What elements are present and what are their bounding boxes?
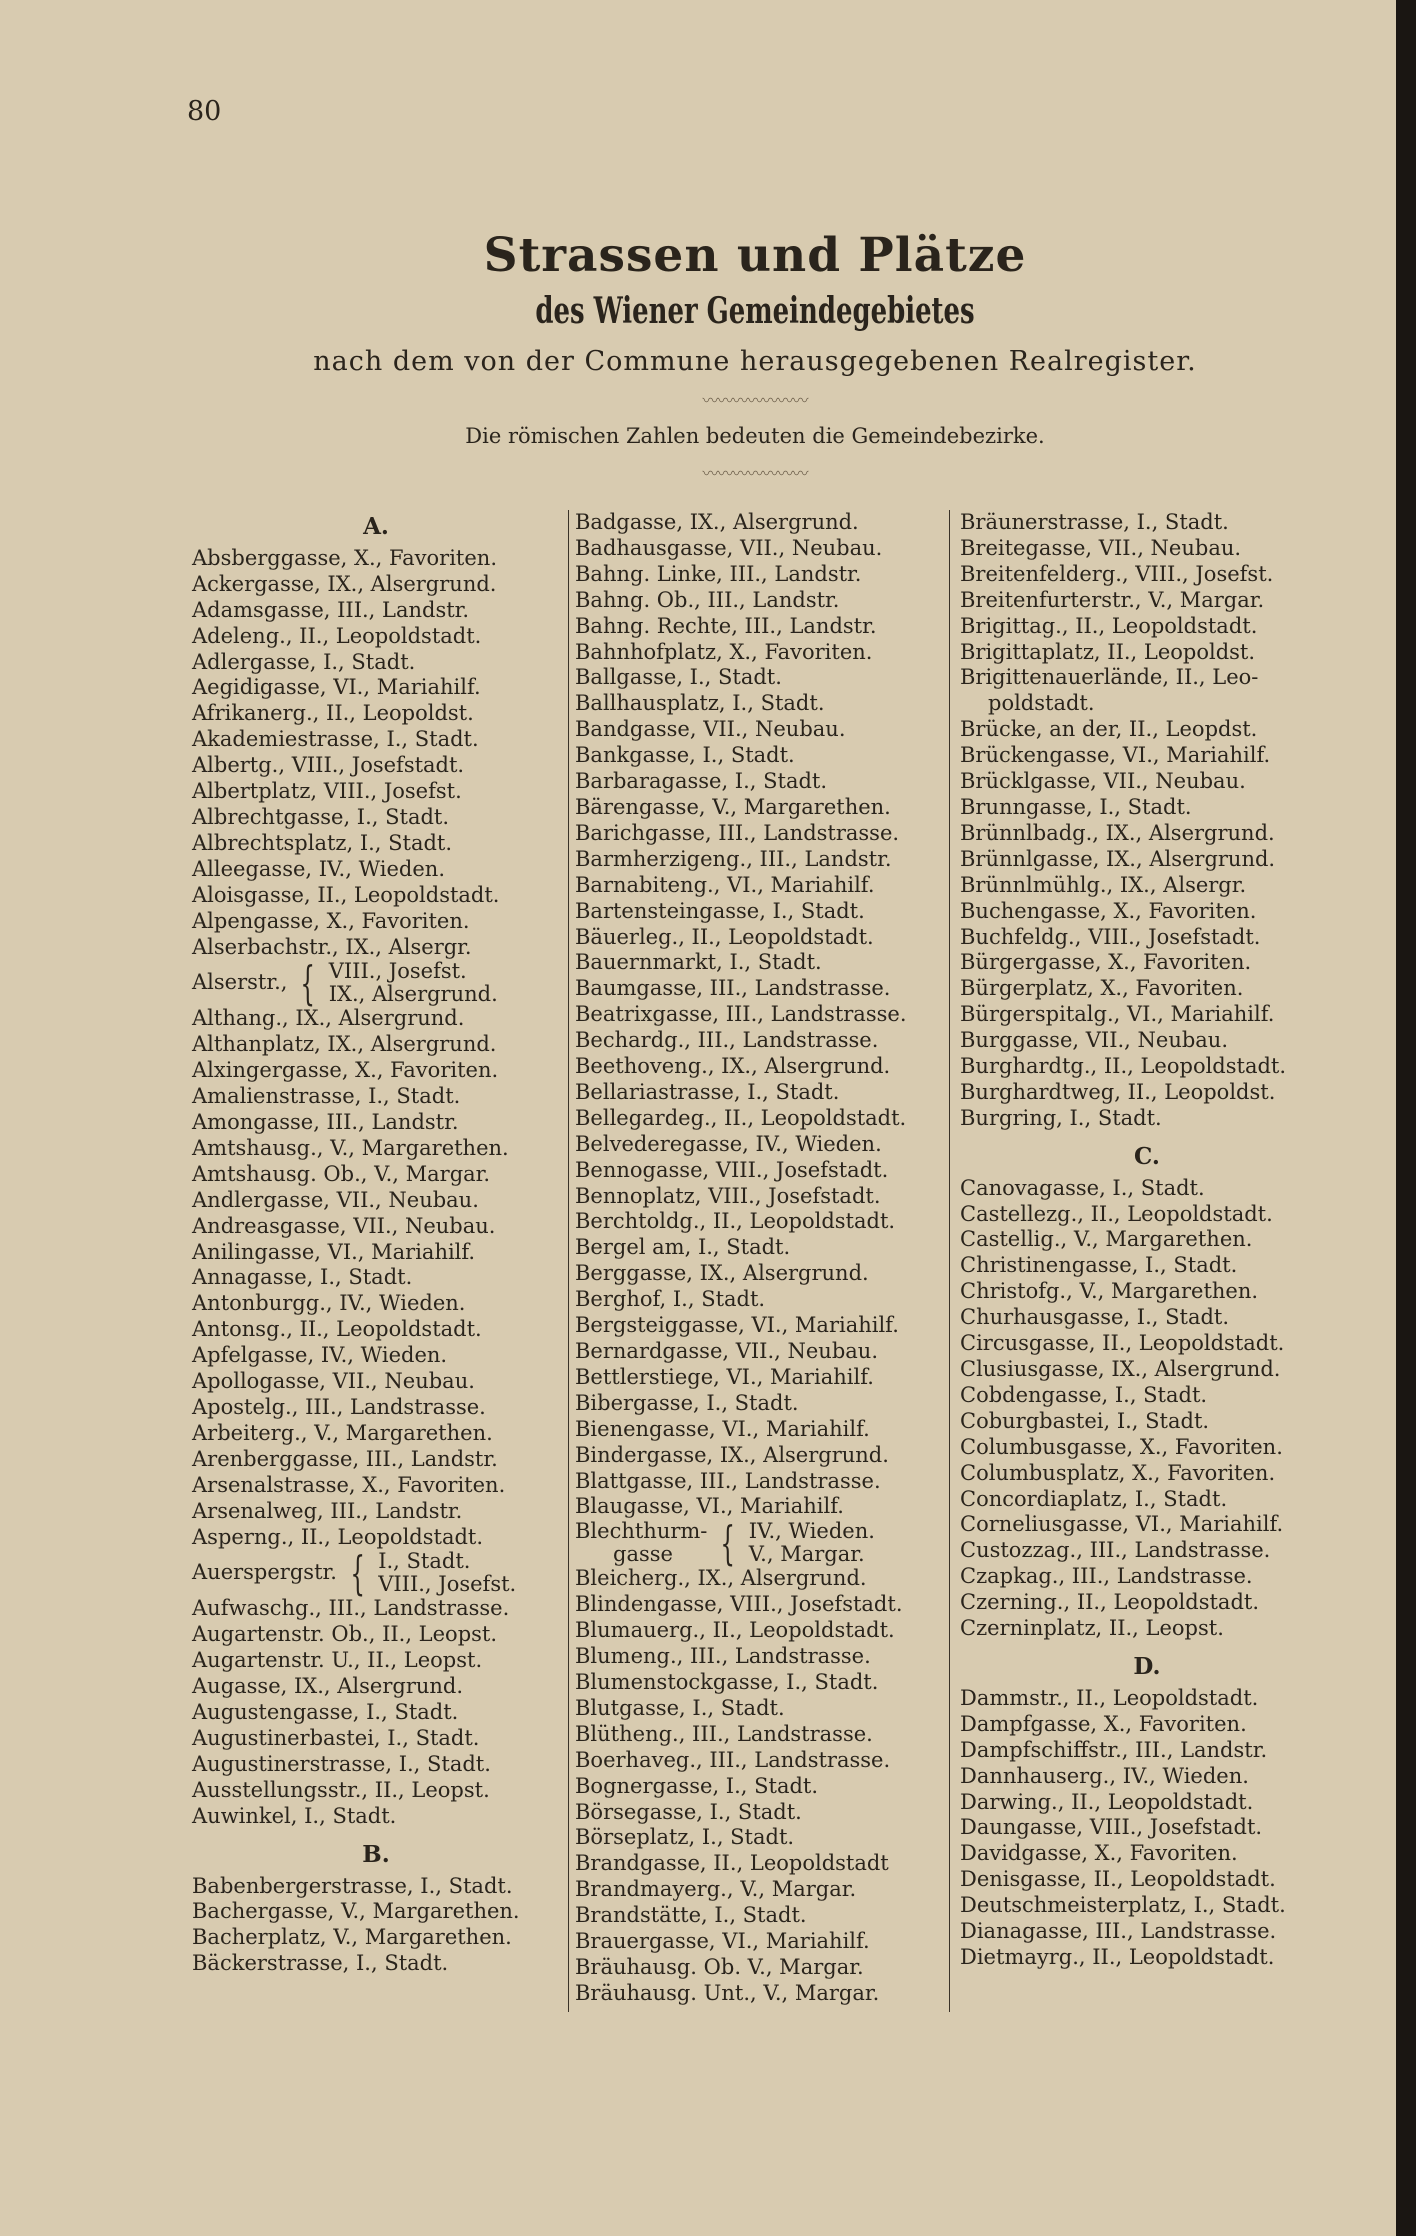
- page-title: Strassen und Plätze: [483, 228, 1027, 283]
- list-item-braced: Alserstr., { VIII., Josefst. IX., Alsergrund.: [192, 956, 498, 1011]
- list-item: Berggasse, IX., Alsergrund.: [575, 1261, 869, 1286]
- list-item: Berchtoldg., II., Leopoldstadt.: [575, 1209, 896, 1234]
- list-item-continuation: poldstadt.: [988, 691, 1095, 716]
- list-item: Deutschmeisterplatz, I., Stadt.: [960, 1893, 1286, 1918]
- list-item: Brückengasse, VI., Mariahilf.: [960, 743, 1271, 768]
- list-item: Bäuerleg., II., Leopoldstadt.: [575, 924, 874, 949]
- list-item: Bürgerplatz, X., Favoriten.: [960, 976, 1244, 1001]
- list-item-braced: Blechthurm- gasse { IV., Wieden. V., Margar.: [575, 1516, 875, 1571]
- column-divider-1: [568, 510, 569, 2012]
- list-item: Babenbergerstrasse, I., Stadt.: [192, 1873, 513, 1898]
- list-item: Aegidigasse, VI., Mariahilf.: [192, 675, 481, 700]
- list-item: Blattgasse, III., Landstrasse.: [575, 1468, 881, 1493]
- list-item: Bernardgasse, VII., Neubau.: [575, 1339, 878, 1363]
- list-item: Brünnlgasse, IX., Alsergrund.: [960, 846, 1276, 871]
- list-item: Blaugasse, VI., Mariahilf.: [575, 1494, 844, 1519]
- list-item: Czapkag., III., Landstrasse.: [960, 1564, 1253, 1589]
- list-item: Brünnlmühlg., IX., Alsergr.: [960, 872, 1247, 897]
- list-item: Andlergasse, VII., Neubau.: [192, 1187, 479, 1212]
- column-divider-2: [949, 510, 950, 2012]
- list-item: Bäckerstrasse, I., Stadt.: [192, 1951, 449, 1976]
- list-item-braced: Auerspergstr. { I., Stadt. VIII., Josefst.: [192, 1546, 517, 1601]
- section-letter-a: A.: [363, 513, 389, 540]
- list-item: Alpengasse, X., Favoriten.: [192, 908, 470, 933]
- list-item: Albrechtgasse, I., Stadt.: [192, 804, 450, 829]
- list-item: Augartenstr. Ob., II., Leopst.: [192, 1622, 498, 1647]
- list-item: Alserbachstr., IX., Alsergr.: [192, 934, 472, 959]
- list-item: Bognergasse, I., Stadt.: [575, 1773, 819, 1798]
- list-item: Denisgasse, II., Leopoldstadt.: [960, 1867, 1276, 1892]
- list-item: Ballgasse, I., Stadt.: [575, 665, 782, 690]
- list-item: Anilingasse, VI., Mariahilf.: [192, 1239, 476, 1264]
- list-item: Baumgasse, III., Landstrasse.: [575, 976, 891, 1001]
- list-item: Blumauerg., II., Leopoldstadt.: [575, 1618, 895, 1643]
- list-item: Blumeng., III., Landstrasse.: [575, 1644, 871, 1669]
- list-item: Albertplatz, VIII., Josefst.: [192, 779, 462, 804]
- list-item: Buchfeldg., VIII., Josefstadt.: [960, 924, 1261, 949]
- list-item: Apostelg., III., Landstrasse.: [192, 1395, 486, 1419]
- list-item: Barnabiteng., VI., Mariahilf.: [575, 872, 875, 897]
- list-item: Dannhauserg., IV., Wieden.: [960, 1763, 1249, 1788]
- list-item: Bürgergasse, X., Favoriten.: [960, 950, 1252, 975]
- list-item: Christofg., V., Margarethen.: [960, 1279, 1259, 1304]
- list-item: Augustinerstrasse, I., Stadt.: [192, 1751, 491, 1776]
- list-item: Concordiaplatz, I., Stadt.: [960, 1486, 1228, 1511]
- list-item: Circusgasse, II., Leopoldstadt.: [960, 1331, 1285, 1356]
- list-item: Coburgbastei, I., Stadt.: [960, 1408, 1210, 1433]
- list-item: Amtshausg. Ob., V., Margar.: [192, 1161, 491, 1186]
- list-item: Czerning., II., Leopoldstadt.: [960, 1590, 1260, 1615]
- list-item: Daungasse, VIII., Josefstadt.: [960, 1815, 1263, 1840]
- list-item: Bienengasse, VI., Mariahilf.: [575, 1416, 870, 1441]
- list-item: Barichgasse, III., Landstrasse.: [575, 820, 900, 845]
- list-item: Arenberggasse, III., Landstr.: [192, 1446, 498, 1471]
- list-item: Blumenstockgasse, I., Stadt.: [575, 1669, 879, 1694]
- list-item: Blindengasse, VIII., Josefstadt.: [575, 1592, 903, 1617]
- list-item: Castellezg., II., Leopoldstadt.: [960, 1201, 1273, 1226]
- list-item: Augasse, IX., Alsergrund.: [192, 1674, 464, 1699]
- list-item: Auwinkel, I., Stadt.: [192, 1803, 397, 1828]
- list-item: Brandstätte, I., Stadt.: [575, 1903, 807, 1928]
- list-item: Brigittaplatz, II., Leopoldst.: [960, 639, 1256, 664]
- list-item: Augustinerbastei, I., Stadt.: [192, 1725, 480, 1750]
- brace-glyph: {: [350, 1546, 365, 1601]
- list-item: Augustengasse, I., Stadt.: [192, 1700, 459, 1725]
- column-1: [192, 510, 560, 1977]
- list-item: Apfelgasse, IV., Wieden.: [192, 1343, 448, 1368]
- list-item: Berghof, I., Stadt.: [575, 1287, 766, 1312]
- list-item: Amalienstrasse, I., Stadt.: [192, 1084, 461, 1109]
- list-item: Bergel am, I., Stadt.: [575, 1235, 791, 1260]
- page-number: 80: [187, 96, 222, 127]
- list-item: Arsenalstrasse, X., Favoriten.: [192, 1472, 506, 1497]
- list-item: Aufwaschg., III., Landstrasse.: [192, 1596, 510, 1621]
- list-item: Belvederegasse, IV., Wieden.: [575, 1131, 882, 1156]
- list-item: Bräuhausg. Ob. V., Margar.: [575, 1954, 864, 1979]
- list-item: Burgring, I., Stadt.: [960, 1105, 1162, 1130]
- list-item: Antonburgg., IV., Wieden.: [192, 1291, 466, 1316]
- list-item: Börseplatz, I., Stadt.: [575, 1825, 795, 1850]
- section-letter-b: B.: [362, 1840, 390, 1868]
- list-item: Bahnhofplatz, X., Favoriten.: [575, 639, 873, 664]
- list-item: Bankgasse, I., Stadt.: [575, 743, 795, 768]
- roman-numeral-note: Die römischen Zahlen bedeuten die Gemeindebezirke.: [465, 424, 1045, 448]
- list-item: Brauergasse, VI., Mariahilf.: [575, 1929, 870, 1954]
- list-item: Brandgasse, II., Leopoldstadt: [575, 1851, 889, 1876]
- list-item: Bahng. Ob., III., Landstr.: [575, 587, 840, 612]
- list-item: Bahng. Linke, III., Landstr.: [575, 561, 862, 586]
- list-item: Bellegardeg., II., Leopoldstadt.: [575, 1105, 907, 1130]
- list-item: Alxingergasse, X., Favoriten.: [192, 1058, 499, 1083]
- list-item: Asperng., II., Leopoldstadt.: [192, 1524, 484, 1549]
- list-item: Aloisgasse, II., Leopoldstadt.: [192, 882, 500, 907]
- list-item: Boerhaveg., III., Landstrasse.: [575, 1747, 891, 1772]
- list-item: Cobdengasse, I., Stadt.: [960, 1382, 1208, 1407]
- list-item: Bahng. Rechte, III., Landstr.: [575, 613, 877, 638]
- list-item: Annagasse, I., Stadt.: [192, 1265, 413, 1290]
- list-item: Brücke, an der, II., Leopdst.: [960, 717, 1258, 742]
- list-item: Bräuhausg. Unt., V., Margar.: [575, 1980, 880, 2005]
- list-item: Burggasse, VII., Neubau.: [960, 1028, 1229, 1053]
- ornament-divider-bottom: 〰〰〰〰〰〰〰: [702, 464, 808, 483]
- list-item: Amtshausg., V., Margarethen.: [192, 1135, 509, 1160]
- list-item: Albertg., VIII., Josefstadt.: [192, 753, 465, 778]
- list-item: Churhausgasse, I., Stadt.: [960, 1305, 1230, 1330]
- list-item: Bachergasse, V., Margarethen.: [192, 1899, 520, 1924]
- list-item: Bandgasse, VII., Neubau.: [575, 717, 846, 742]
- list-item: Arsenalweg, III., Landstr.: [192, 1498, 463, 1523]
- list-item: Andreasgasse, VII., Neubau.: [192, 1213, 496, 1238]
- brace-glyph: {: [720, 1516, 736, 1571]
- list-item: Bräunerstrasse, I., Stadt.: [960, 510, 1229, 534]
- list-item: Badgasse, IX., Alsergrund.: [575, 510, 859, 534]
- list-item: Albrechtsplatz, I., Stadt.: [192, 830, 453, 855]
- list-item: Dampfgasse, X., Favoriten.: [960, 1711, 1247, 1736]
- list-item: Breitegasse, VII., Neubau.: [960, 535, 1242, 560]
- list-item: Bellariastrasse, I., Stadt.: [575, 1079, 840, 1104]
- list-item: Bartensteingasse, I., Stadt.: [575, 898, 865, 923]
- list-item: Custozzag., III., Landstrasse.: [960, 1538, 1271, 1563]
- list-item: Columbusplatz, X., Favoriten.: [960, 1460, 1276, 1485]
- list-item: Breitenfurterstr., V., Margar.: [960, 587, 1265, 612]
- brace-glyph: {: [300, 956, 316, 1011]
- list-item: Blutgasse, I., Stadt.: [575, 1695, 785, 1720]
- list-item: Clusiusgasse, IX., Alsergrund.: [960, 1357, 1281, 1381]
- list-item: Buchengasse, X., Favoriten.: [960, 898, 1257, 923]
- list-item: Dampfschiffstr., III., Landstr.: [960, 1737, 1268, 1762]
- list-item: Bindergasse, IX., Alsergrund.: [575, 1442, 889, 1467]
- section-letter-d: D.: [1133, 1652, 1161, 1680]
- list-item: Bauernmarkt, I., Stadt.: [575, 950, 822, 975]
- list-item: Dammstr., II., Leopoldstadt.: [960, 1685, 1259, 1710]
- list-item: Absberggasse, X., Favoriten.: [192, 545, 498, 570]
- list-item: Barmherzigeng., III., Landstr.: [575, 846, 892, 871]
- list-item: Czerninplatz, II., Leopst.: [960, 1616, 1224, 1641]
- ornament-divider-top: 〰〰〰〰〰〰〰: [702, 391, 808, 410]
- list-item: Bechardg., III., Landstrasse.: [575, 1028, 879, 1053]
- list-item: Ausstellungsstr., II., Leopst.: [192, 1777, 490, 1802]
- list-item: Ackergasse, IX., Alsergrund.: [192, 571, 497, 596]
- list-item: Burghardtweg, II., Leopoldst.: [960, 1079, 1276, 1104]
- list-item: Barbaragasse, I., Stadt.: [575, 769, 828, 794]
- list-item: Bibergasse, I., Stadt.: [575, 1390, 799, 1415]
- list-item: Bacherplatz, V., Margarethen.: [192, 1925, 512, 1950]
- list-item: Ballhausplatz, I., Stadt.: [575, 691, 825, 716]
- list-item: Alleegasse, IV., Wieden.: [192, 856, 445, 881]
- column-3: [960, 510, 1334, 1971]
- list-item: Brandmayerg., V., Margar.: [575, 1877, 857, 1902]
- list-item: Bärengasse, V., Margarethen.: [575, 794, 891, 819]
- list-item: Brünnlbadg., IX., Alsergrund.: [960, 820, 1275, 845]
- list-item: Bergsteiggasse, VI., Mariahilf.: [575, 1313, 899, 1338]
- list-item: Burghardtg., II., Leopoldstadt.: [960, 1054, 1287, 1079]
- list-item: Dianagasse, III., Landstrasse.: [960, 1919, 1277, 1944]
- list-item: Apollogasse, VII., Neubau.: [192, 1369, 475, 1394]
- list-item: Börsegasse, I., Stadt.: [575, 1799, 802, 1824]
- list-item: Althanplatz, IX., Alsergrund.: [192, 1032, 497, 1057]
- page-subtitle: des Wiener Gemeindegebietes: [535, 290, 975, 332]
- list-item: Amongasse, III., Landstr.: [192, 1110, 459, 1135]
- list-item: Bennoplatz, VIII., Josefstadt.: [575, 1183, 881, 1208]
- list-item: Davidgasse, X., Favoriten.: [960, 1841, 1238, 1866]
- list-item: Beatrixgasse, III., Landstrasse.: [575, 1002, 907, 1027]
- list-item: Brigittenauerlände, II., Leo-: [960, 665, 1259, 690]
- list-item: Darwing., II., Leopoldstadt.: [960, 1789, 1254, 1814]
- list-item: Antonsg., II., Leopoldstadt.: [192, 1317, 482, 1342]
- list-item: Badhausgasse, VII., Neubau.: [575, 535, 883, 560]
- list-item: Akademiestrasse, I., Stadt.: [192, 727, 479, 752]
- list-item: Christinengasse, I., Stadt.: [960, 1253, 1238, 1278]
- list-item: Adlergasse, I., Stadt.: [192, 649, 416, 674]
- list-item: Arbeiterg., V., Margarethen.: [192, 1420, 493, 1445]
- list-item: Castellig., V., Margarethen.: [960, 1227, 1253, 1252]
- list-item: Blütheng., III., Landstrasse.: [575, 1721, 873, 1746]
- list-item: Bleicherg., IX., Alsergrund.: [575, 1566, 867, 1591]
- list-item: Columbusgasse, X., Favoriten.: [960, 1434, 1283, 1459]
- list-item: Althang., IX., Alsergrund.: [192, 1006, 465, 1031]
- list-item: Brücklgasse, VII., Neubau.: [960, 769, 1246, 794]
- list-item: Beethoveng., IX., Alsergrund.: [575, 1054, 891, 1079]
- list-item: Adeleng., II., Leopoldstadt.: [192, 623, 482, 648]
- list-item: Bettlerstiege, VI., Mariahilf.: [575, 1364, 874, 1389]
- section-letter-c: C.: [1134, 1142, 1160, 1170]
- list-item: Corneliusgasse, VI., Mariahilf.: [960, 1512, 1284, 1537]
- list-item: Afrikanerg., II., Leopoldst.: [192, 701, 474, 726]
- list-item: Canovagasse, I., Stadt.: [960, 1175, 1205, 1200]
- list-item: Augartenstr. U., II., Leopst.: [192, 1648, 483, 1673]
- list-item: Bürgerspitalg., VI., Mariahilf.: [960, 1002, 1275, 1027]
- list-item: Dietmayrg., II., Leopoldstadt.: [960, 1944, 1275, 1969]
- column-2: [575, 510, 943, 2007]
- list-item: Brigittag., II., Leopoldstadt.: [960, 613, 1258, 638]
- list-item: Brunngasse, I., Stadt.: [960, 794, 1192, 819]
- list-item: Bennogasse, VIII., Josefstadt.: [575, 1157, 889, 1182]
- list-item: Adamsgasse, III., Landstr.: [192, 597, 470, 622]
- list-item: Breitenfelderg., VIII., Josefst.: [960, 561, 1274, 586]
- page-subtitle-2: nach dem von der Commune herausgegebenen Realregister.: [313, 346, 1197, 377]
